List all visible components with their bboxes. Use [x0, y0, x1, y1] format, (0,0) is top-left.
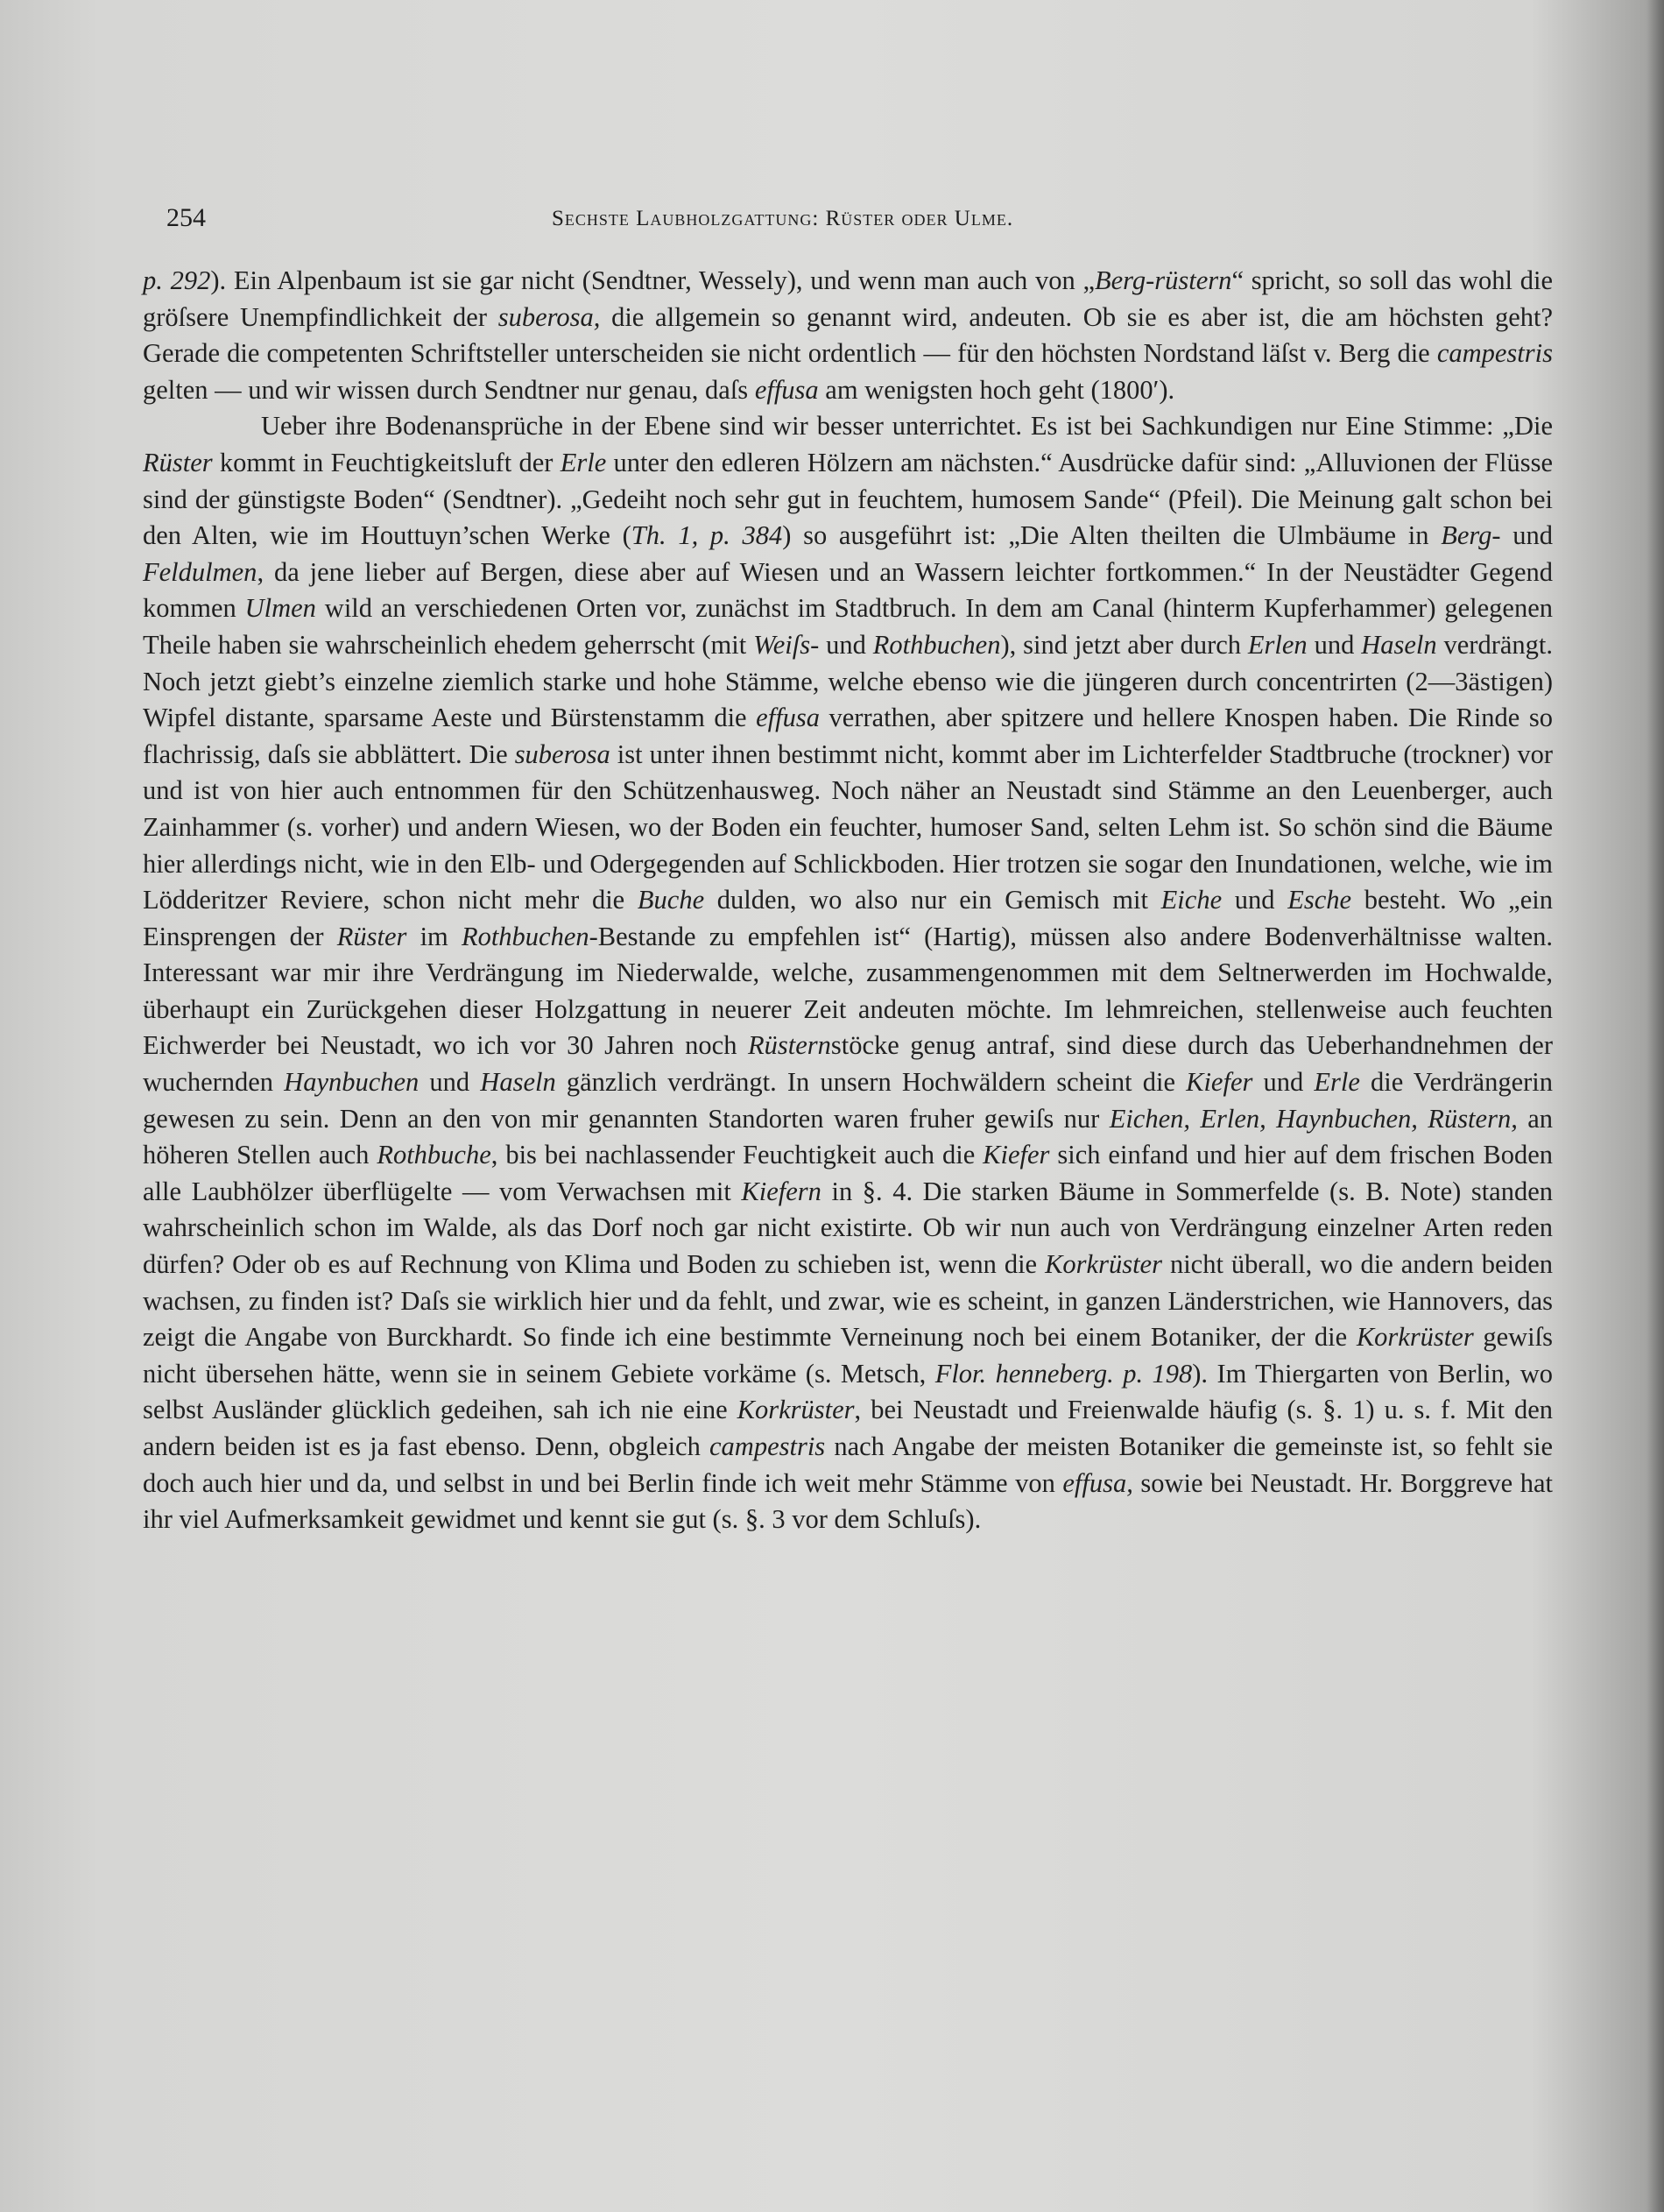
page-header — [166, 200, 1537, 244]
text-run: und — [819, 629, 873, 660]
page-edge-shadow — [1646, 0, 1664, 2212]
italic-term: campestris — [709, 1431, 826, 1461]
text-run: gelten — und wir wissen durch Sendtner nur genau, daſs — [143, 374, 755, 405]
paragraph-1 — [143, 263, 1553, 408]
text-run: und — [1500, 520, 1553, 551]
italic-term: Th. 1, p. 384 — [631, 520, 783, 551]
text-run: und — [1307, 629, 1362, 660]
italic-term: Berg-rüstern — [1095, 265, 1232, 295]
text-run: unter den edleren Hölzern am nächsten.“ Ausdrücke dafür sind: „Alluvionen der Flüsse sind der günstigste Boden“ (Sendtner). „Gedeiht noch sehr gut in feuchtem, humosem Sande“ (Pfeil). Die Meinung galt schon bei den Alten, wie im Houttuyn’schen Werke ( — [143, 447, 1553, 551]
text-run: im — [406, 921, 462, 951]
italic-term: Rüster — [143, 447, 213, 477]
italic-term: Rüster — [336, 921, 407, 951]
italic-term: Kiefern — [741, 1176, 821, 1206]
italic-term: Rüstern — [747, 1030, 831, 1061]
italic-term: Flor. henneberg. p. 198 — [934, 1358, 1193, 1389]
text-run: dulden, wo also nur ein Gemisch mit — [704, 885, 1161, 915]
text-run: sich einfand und hier auf dem frischen Boden alle Laubhölzer überflügelte — vom Verwachsen mit — [143, 1140, 1553, 1206]
italic-term: Buche — [637, 885, 705, 915]
italic-term: Erlen — [1247, 629, 1308, 660]
text-run: verrathen, aber spitzere und hellere Knospen haben. Die Rinde so flachrissig, daſs sie abblättert. Die — [143, 703, 1553, 769]
text-run: die Verdrängerin gewesen zu sein. Denn an den von mir genannten Standorten waren fruher gewiſs nur — [143, 1067, 1554, 1134]
text-run: und — [1252, 1067, 1315, 1098]
running-head: Sechste Laubholzgattung: Rüster oder Ulme. — [552, 207, 1014, 230]
italic-term: Korkrüster — [1045, 1249, 1162, 1280]
text-run: kommt in Feuchtigkeitsluft der — [212, 447, 561, 477]
text-run: die allgemein so genannt wird, andeuten. Ob sie es aber ist, die am höchsten geht? Gerade die competenten Schriftsteller unterscheiden sie nicht ordentlich — für den höchsten Nordstand läſst v. Berg die — [143, 301, 1553, 369]
text-run: gewiſs nicht übersehen hätte, wenn sie in seinem Gebiete vorkäme (s. Metsch, — [143, 1322, 1553, 1389]
text-run: , da jene lieber auf Bergen, diese aber auf Wiesen und an Wassern leichter fortkommen.“ In der Neustädter Gegend kommen — [143, 556, 1553, 624]
text-run: und — [1222, 885, 1288, 915]
italic-term: campestris — [1436, 338, 1553, 369]
text-run: an höheren Stellen auch — [143, 1103, 1553, 1170]
text-run: und — [419, 1067, 481, 1098]
text-run: nicht überall, wo die andern beiden wachsen, zu finden ist? Daſs sie wirklich hier und da fehlt, und zwar, wie es scheint, in ganzen Länderstrichen, wie Hannovers, das zeigt die Angabe von Burckhardt. So finde ich eine bestimmte Verneinung noch bei einem Botaniker, der die — [143, 1249, 1553, 1353]
italic-term: suberosa — [514, 739, 610, 769]
text-run: -Bestande zu empfehlen ist“ (Hartig), müssen also andere Bodenverhältnisse walten. Interessant war mir ihre Verdrängung im Niederwalde, welche, zusammengenommen mit dem Seltnerwerden im Hochwalde, überhaupt ein Zurückgehen dieser Holzgattung in neuerer Zeit andeuten möchte. Im lehmreichen, stellenweise auch feuchten Eichwerder bei Neustadt, wo ich vor 30 Jahren noch — [143, 921, 1553, 1061]
italic-term: Berg- — [1441, 520, 1501, 551]
text-run: gänzlich verdrängt. In unsern Hochwäldern scheint die — [555, 1067, 1187, 1098]
text-run: ) so ausgeführt ist: „Die Alten theilten die Ulmbäume in — [782, 520, 1442, 551]
italic-term: effusa, — [1062, 1467, 1133, 1498]
body-text — [143, 263, 1553, 1538]
italic-term: Kiefer — [1186, 1067, 1253, 1098]
text-run: besteht. Wo „ein Einsprengen der — [143, 885, 1553, 951]
italic-term: Korkrüster — [737, 1395, 855, 1425]
text-run: stöcke genug antraf, sind diese durch das Ueberhandnehmen der wuchernden — [143, 1030, 1553, 1098]
italic-term: Feldulmen — [143, 556, 257, 587]
italic-term: effusa — [754, 374, 819, 405]
italic-term: Weiſs- — [753, 629, 820, 660]
text-run: ist unter ihnen bestimmt nicht, kommt aber im Lichterfelder Stadtbruche (trockner) vor und ist von hier auch entnommen für den Schützenhausweg. Noch näher an Neustadt sind Stämme an den Leuenberger, auch Zainhammer (s. vorher) und andern Wiesen, wo der Boden ein feuchter, humoser Sand, selten Lehm ist. So schön sind die Bäume hier allerdings nicht, wie in den Elb- und Odergegenden auf Schlickboden. Hier trotzen sie sogar den Inundationen, welche, wie im Lödderitzer Reviere, schon nicht mehr die — [143, 739, 1554, 915]
italic-term: Korkrüster — [1356, 1322, 1474, 1353]
text-run: nach Angabe der meisten Botaniker die gemeinste ist, so fehlt sie doch auch hier und da, und selbst in und bei Berlin finde ich weit mehr Stämme von — [143, 1431, 1553, 1498]
text-run: wild an verschiedenen Orten vor, zunächst im Stadtbruch. In dem am Canal (hinterm Kupferhammer) gelegenen Theile haben sie wahrscheinlich ehedem geherrscht (mit — [143, 593, 1553, 660]
text-run: am wenigsten hoch geht (1800′). — [818, 374, 1175, 405]
page-number: 254 — [166, 203, 206, 232]
italic-term: Erle — [1314, 1067, 1360, 1098]
text-run: “ spricht, so soll das wohl die gröſsere Unempfindlichkeit der — [143, 265, 1553, 332]
text-run: verdrängt. Noch jetzt giebt’s einzelne ziemlich starke und hohe Stämme, welche ebenso wie die jüngeren durch concentrirten (2—3ästigen) Wipfel distante, sparsame Aeste und Bürstenstamm die — [143, 629, 1554, 733]
paragraph-2 — [143, 408, 1553, 1537]
text-run: sowie bei Neustadt. Hr. Borggreve hat ihr viel Aufmerksamkeit gewidmet und kennt sie gut (s. §. 3 vor dem Schluſs). — [143, 1467, 1553, 1535]
text-run: ). Im Thiergarten von Berlin, wo selbst Ausländer glücklich gedeihen, sah ich nie eine — [143, 1358, 1553, 1425]
italic-term: Esche — [1287, 885, 1352, 915]
text-run: in §. 4. Die starken Bäume in Sommerfelde (s. B. Note) standen wahrscheinlich schon im Walde, als das Dorf noch gar nicht existirte. Ob wir nun auch von Verdrängung einzelner Arten reden dürfen? Oder ob es auf Rechnung von Klima und Boden zu schieben ist, wenn die — [143, 1176, 1553, 1280]
italic-term: Ulmen — [244, 593, 316, 624]
italic-term: Rothbuche — [377, 1140, 491, 1170]
italic-term: Haynbuchen — [284, 1067, 420, 1098]
italic-term: Haseln — [480, 1067, 556, 1098]
italic-term: effusa — [756, 703, 820, 733]
italic-term: Eichen, Erlen, Haynbuchen, Rüstern, — [1109, 1103, 1518, 1134]
text-run: , bei Neustadt und Freienwalde häufig (s. §. 1) u. s. f. Mit den andern beiden ist es ja fast ebenso. Denn, obgleich — [143, 1395, 1554, 1461]
italic-term: Kiefer — [983, 1140, 1050, 1170]
italic-term: p. 292 — [143, 265, 211, 295]
text-run: ). Ein Alpenbaum ist sie gar nicht (Sendtner, Wessely), und wenn man auch von „ — [210, 265, 1095, 295]
italic-term: Rothbuchen — [872, 629, 1001, 660]
italic-term: Eiche — [1160, 885, 1223, 915]
italic-term: suberosa, — [497, 301, 601, 332]
italic-term: Rothbuchen — [461, 921, 589, 951]
text-run: Ueber ihre Bodenansprüche in der Ebene sind wir besser unterrichtet. Es ist bei Sachkundigen nur Eine Stimme: „Die — [261, 411, 1553, 442]
text-run: ), sind jetzt aber durch — [1000, 629, 1248, 660]
italic-term: Haseln — [1361, 629, 1437, 660]
text-run: , bis bei nachlassender Feuchtigkeit auch die — [490, 1140, 984, 1170]
italic-term: Erle — [560, 447, 607, 477]
